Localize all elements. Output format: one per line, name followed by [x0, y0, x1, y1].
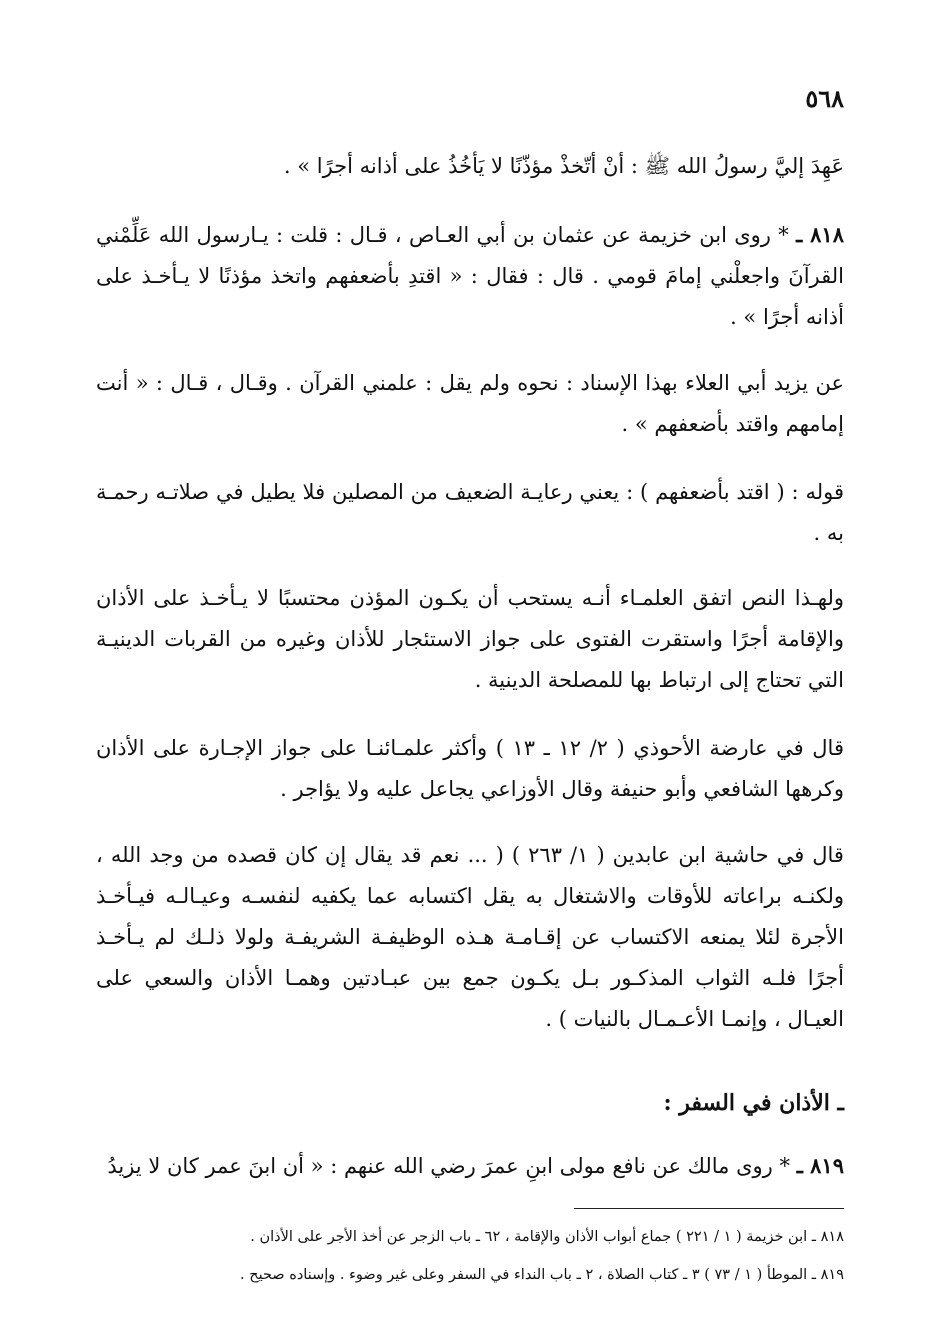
- paragraph-text: قال في حاشية ابن عابدين ( ١/ ٢٦٣ ) ( ... نعم قد يقال إن كان قصده من وجد الله ، ولكنـه براعاته للأوقات والاشتغال به يقل اكتسابه عما يكفيه لنفسـه وعيـالـه فيـأخـذ الأجرة لئلا يمنعه الاكتساب عن إقـامـة هـذه الوظيفـة الشريفـة ولولا ذلـك لم يـأخـذ أجرًا فلـه الثواب المذكـور بـل يكـون جمع بين عبـادتين وهمـا الأذان والسعي على العيـال ، وإنمـا الأعـمـال بالنيات ) .: [96, 843, 844, 1031]
- paragraph-scholars-agreement: [96, 578, 844, 701]
- paragraph-ibn-abidin: [96, 835, 844, 1040]
- hadith-text: * روى ابن خزيمة عن عثمان بن أبي العـاص ، قـال : قلت : يـارسول الله عَلِّمْني القرآنَ واجعلْني إمامَ قومي . قال : فقال : « اقتدِ بأضعفهم واتخذ مؤذنًا لا يـأخـذ على أذانه أجرًا » .: [96, 223, 844, 329]
- paragraph-narration: [96, 363, 844, 445]
- footnote-819: ٨١٩ ـ الموطأ ( ١ / ٧٣ ) ٣ ـ كتاب الصلاة ، ٢ ـ باب النداء في السفر وعلى غير وضوء . وإسناده صحيح .: [239, 1267, 844, 1283]
- paragraph-text: ولهـذا النص اتفق العلمـاء أنـه يستحب أن يكـون المؤذن محتسبًا لا يـأخـذ على الأذان والإقامة أجرًا واستقرت الفتوى على جواز الاستئجار للأذان وغيره من القربات الدينيـة التي تحتاج إلى ارتباط بها للمصلحة الدينية .: [96, 586, 844, 692]
- paragraph-text: [96, 1145, 844, 1187]
- footnote-divider: [574, 1208, 844, 1209]
- paragraph-text: قوله : ( اقتد بأضعفهم ) : يعني رعايـة الضعيف من المصلين فلا يطيل في صلاتـه رحمـة به .: [96, 480, 844, 545]
- section-heading: ـ الأذان في السفر :: [663, 1090, 844, 1116]
- hadith-number: ٨١٨ ـ: [796, 222, 844, 247]
- paragraph-text: [96, 214, 844, 338]
- paragraph-text: عَهِدَ إليَّ رسولُ الله ﷺ : أنْ أتّخذْ مؤذّنًا لا يَأخُذُ على أذانه أجرًا » .: [283, 154, 844, 178]
- paragraph-text: قال في عارضة الأحوذي ( ٢/ ١٢ ـ ١٣ ) وأكثر علمـائنـا على جواز الإجـارة على الأذان وكرهها الشافعي وأبو حنيفة وقال الأوزاعي يجاعل عليه ولا يؤاجر .: [96, 736, 844, 801]
- paragraph-commentary: [96, 472, 844, 554]
- hadith-number: ٨١٩ ـ: [796, 1153, 844, 1178]
- footnote-818: ٨١٨ ـ ابن خزيمة ( ١ / ٢٢١ ) جماع أبواب الأذان والإقامة ، ٦٢ ـ باب الزجر عن أخذ الأجر على الأذان .: [250, 1229, 844, 1245]
- paragraph-text: عن يزيد أبي العلاء بهذا الإسناد : نحوه ولم يقل : علمني القرآن . وقـال ، قـال : « أنت إمامهم واقتد بأضعفهم » .: [96, 371, 844, 436]
- paragraph-aridat-al-ahwadhi: [96, 728, 844, 810]
- paragraph-hadith-end: [96, 146, 844, 187]
- page-number: ٥٦٨: [805, 84, 844, 113]
- paragraph-hadith-818: [96, 214, 844, 338]
- hadith-text: * روى مالك عن نافع مولى ابنِ عمرَ رضي الله عنهم : « أن ابنَ عمر كان لا يزيدُ: [107, 1154, 790, 1178]
- paragraph-hadith-819: [96, 1145, 844, 1187]
